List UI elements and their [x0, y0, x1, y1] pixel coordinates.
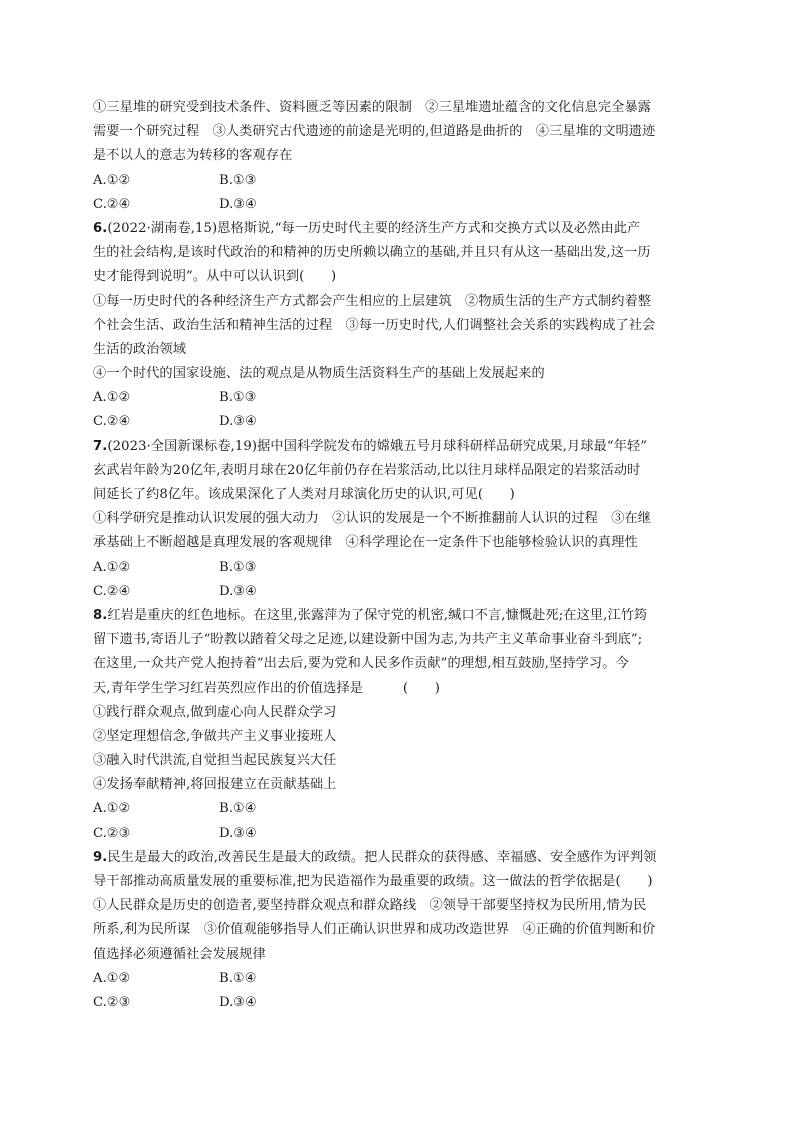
q8-options-row-1 — [93, 797, 705, 821]
q7-option-d[interactable]: D.③④ — [219, 583, 257, 599]
q7-number: 7. — [93, 438, 108, 454]
q7-stem-1: (2023·全国新课标卷,19)据中国科学院发布的嫦娥五号月球科研样品研究成果,月球最“年轻” — [107, 438, 648, 454]
q8-option-a[interactable]: A.①② — [93, 801, 131, 817]
q9-option-c[interactable]: C.②③ — [93, 994, 131, 1010]
q6-option-d[interactable]: D.③④ — [219, 414, 257, 430]
q7-line-4: ①科学研究是推动认识发展的强大动力 ②认识的发展是一个不断推翻前人认识的过程 ③在继 — [93, 511, 652, 527]
question-6 — [93, 217, 705, 435]
q5-option-d[interactable]: D.③④ — [219, 196, 257, 212]
q9-line-2: 导干部推动高质量发展的重要标准,把为民造福作为最重要的政绩。这一做法的哲学依据是( ) — [93, 874, 653, 889]
q7-line-1 — [93, 435, 705, 459]
q6-line-7: ④一个时代的国家设施、法的观点是从物质生活资料生产的基础上发展起来的 — [93, 366, 545, 382]
q5-option-c[interactable]: C.②④ — [93, 196, 131, 212]
q7-options-row-2 — [93, 580, 705, 604]
q9-option-a[interactable]: A.①② — [93, 970, 131, 986]
q9-option-b[interactable]: B.①④ — [219, 970, 257, 986]
q7-line-2: 玄武岩年龄为20亿年,表明月球在20亿年前仍存在岩浆活动,比以往月球样品限定的岩浆活动时 — [93, 462, 641, 478]
q8-line-5: ①践行群众观点,做到虚心向人民群众学习 — [93, 704, 337, 720]
q5-option-a[interactable]: A.①② — [93, 172, 131, 188]
q6-line-5: 个社会生活、政治生活和精神生活的过程 ③每一历史时代,人们调整社会关系的实践构成了社会 — [93, 317, 656, 333]
q9-number: 9. — [93, 849, 108, 865]
q5-option-b[interactable]: B.①③ — [219, 172, 257, 188]
q7-line-5: 承基础上不断超越是真理发展的客观规律 ④科学理论在一定条件下也能够检验认识的真理性 — [93, 535, 638, 551]
question-list — [93, 96, 705, 1015]
q7-line-3: 间延长了约8亿年。该成果深化了人类对月球演化历史的认识,可见( ) — [93, 487, 515, 502]
q6-option-b[interactable]: B.①③ — [219, 390, 257, 406]
q8-option-d[interactable]: D.③④ — [219, 825, 257, 841]
q8-line-3: 在这里,一众共产党人抱持着“出去后,要为党和人民多作贡献”的理想,相互鼓励,坚持学习。今 — [93, 656, 629, 672]
q8-line-4: 天,青年学生学习红岩英烈应作出的价值选择是 ( ) — [93, 680, 440, 696]
q8-line-1 — [93, 604, 705, 628]
q5-line-3: 是不以人的意志为转移的客观存在 — [93, 148, 293, 164]
q7-option-b[interactable]: B.①③ — [219, 559, 257, 575]
q8-option-b[interactable]: B.①④ — [219, 801, 257, 817]
q6-option-a[interactable]: A.①② — [93, 390, 131, 406]
q5-line-1: ①三星堆的研究受到技术条件、资料匮乏等因素的限制 ②三星堆遗址蕴含的文化信息完全暴露 — [93, 100, 652, 115]
q6-options-row-2 — [93, 410, 705, 434]
question-9 — [93, 846, 705, 1015]
q8-option-c[interactable]: C.②③ — [93, 825, 131, 841]
q5-line-2: 需要一个研究过程 ③人类研究古代遗迹的前途是光明的,但道路是曲折的 ④三星堆的文明遗迹 — [93, 124, 656, 140]
q9-option-d[interactable]: D.③④ — [219, 994, 257, 1010]
q5-options-row-1 — [93, 169, 705, 193]
q8-line-2: 留下遗书,寄语儿子“盼教以踏着父母之足迹,以建设新中国为志,为共产主义革命事业奋斗到底”; — [93, 632, 643, 648]
q8-number: 8. — [93, 607, 108, 623]
q6-line-4: ①每一历史时代的各种经济生产方式都会产生相应的上层建筑 ②物质生活的生产方式制约着整 — [93, 293, 652, 309]
q8-stem-1: 红岩是重庆的红色地标。在这里,张露萍为了保守党的机密,缄口不言,慷慨赴死;在这里,江竹筠 — [107, 607, 648, 623]
question-7 — [93, 435, 705, 604]
q9-options-row-2 — [93, 991, 705, 1015]
q6-line-6: 生活的政治领域 — [93, 341, 187, 357]
q7-option-a[interactable]: A.①② — [93, 559, 131, 575]
q6-options-row-1 — [93, 386, 705, 410]
q5-options-row-2 — [93, 193, 705, 217]
q8-line-7: ③融入时代洪流,自觉担当起民族复兴大任 — [93, 753, 337, 769]
question-8 — [93, 604, 705, 846]
q9-line-3: ①人民群众是历史的创造者,要坚持群众观点和群众路线 ②领导干部要坚持权为民所用,情为民 — [93, 898, 647, 914]
question-5 — [93, 96, 705, 217]
q9-line-1 — [93, 846, 705, 870]
q8-options-row-2 — [93, 822, 705, 846]
q7-option-c[interactable]: C.②④ — [93, 583, 131, 599]
q8-line-8: ④发扬奉献精神,将回报建立在贡献基础上 — [93, 777, 337, 793]
q6-line-3: 史才能得到说明”。从中可以认识到( ) — [93, 269, 337, 285]
q9-options-row-1 — [93, 967, 705, 991]
q6-option-c[interactable]: C.②④ — [93, 414, 131, 430]
q9-line-5: 值选择必须遵循社会发展规律 — [93, 946, 266, 962]
q6-stem-1: (2022·湖南卷,15)恩格斯说,“每一历史时代主要的经济生产方式和交换方式以及必然由此产 — [107, 220, 641, 236]
q6-line-1 — [93, 217, 705, 241]
q6-number: 6. — [93, 220, 108, 236]
q6-line-2: 生的社会结构,是该时代政治的和精神的历史所赖以确立的基础,并且只有从这一基础出发,这一历 — [93, 245, 651, 261]
q9-stem-1: 民生是最大的政治,改善民生是最大的政绩。把人民群众的获得感、幸福感、安全感作为评判领 — [107, 849, 657, 865]
q8-line-6: ②坚定理想信念,争做共产主义事业接班人 — [93, 728, 337, 744]
q9-line-4: 所系,利为民所谋 ③价值观能够指导人们正确认识世界和成功改造世界 ④正确的价值判断和价 — [93, 922, 656, 938]
q7-options-row-1 — [93, 556, 705, 580]
